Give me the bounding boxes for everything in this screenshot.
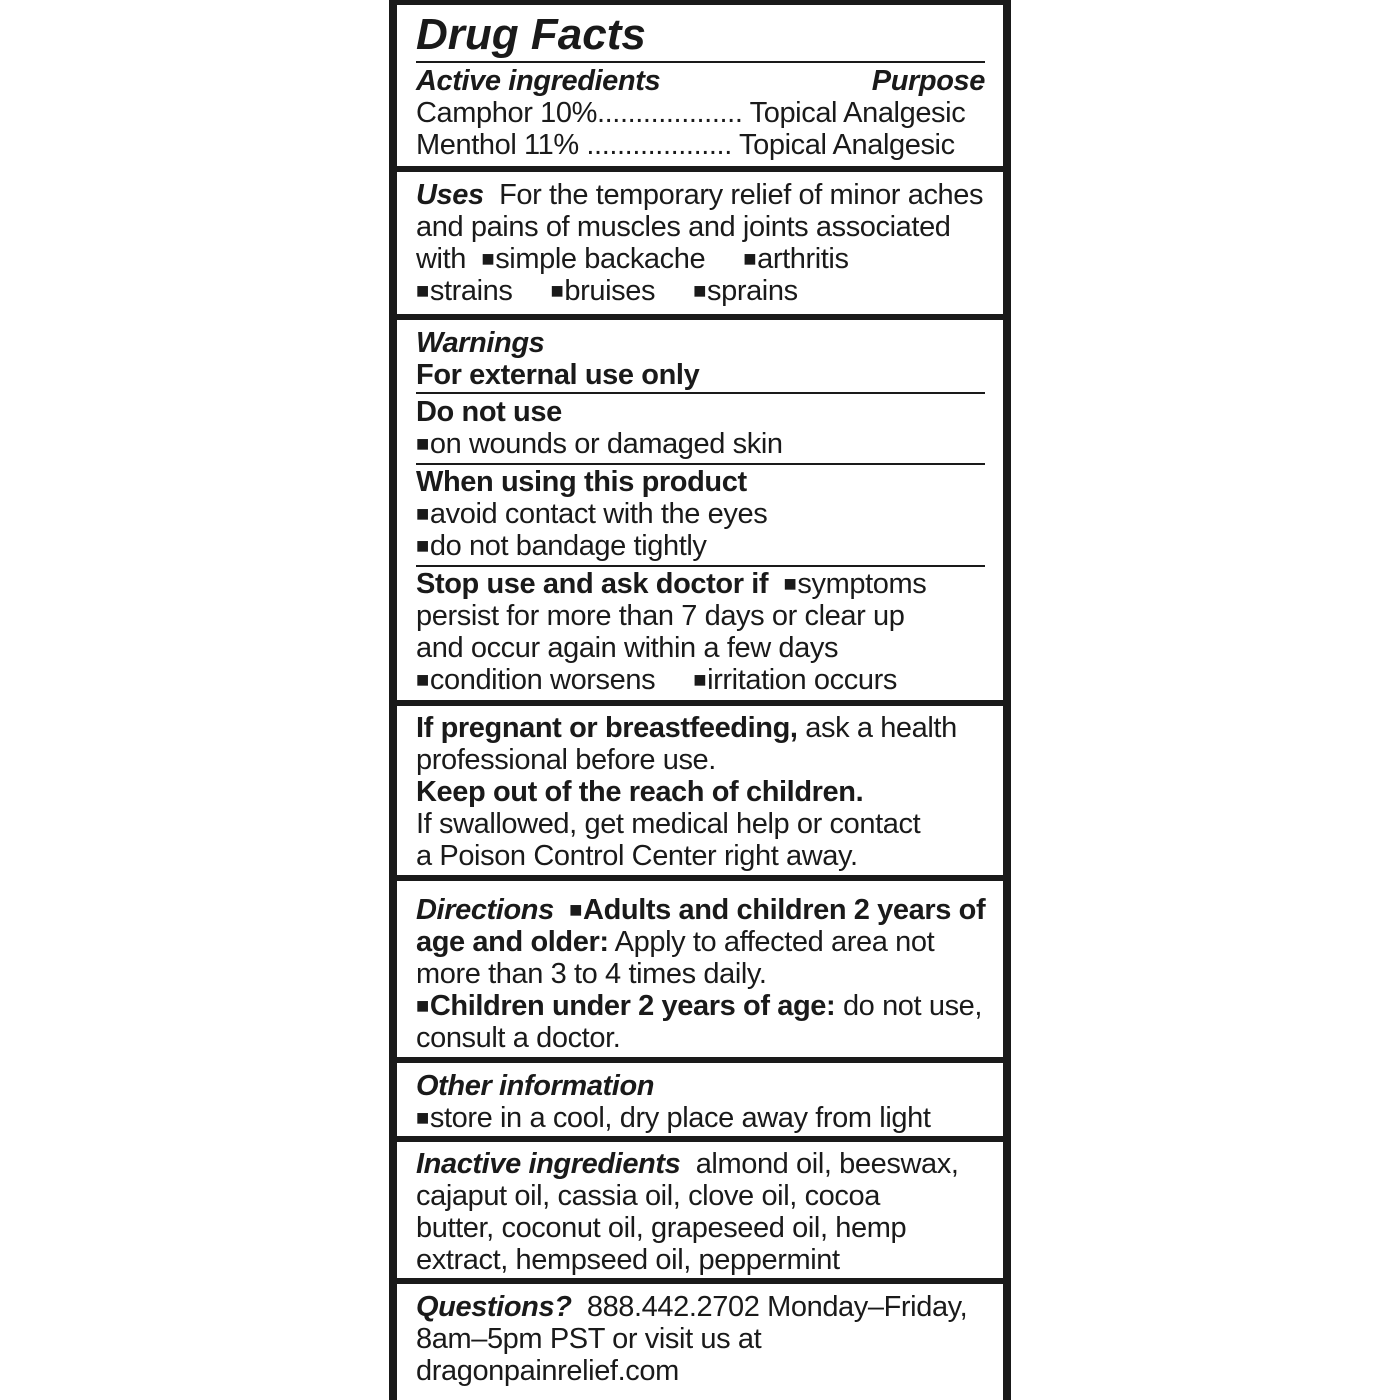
active-ingredients-section (397, 10, 1003, 161)
questions-section: Questions? 888.442.2702 Monday–Friday, 8am–5pm PST or visit us at dragonpainrelief.com (397, 1291, 1003, 1387)
external-use-text: For external use only (416, 359, 700, 391)
website-link: dragonpainrelief.com (416, 1355, 679, 1387)
bullet-icon: ■ (693, 667, 707, 692)
warnings-heading: Warnings (416, 327, 545, 359)
bullet-icon: ■ (416, 667, 429, 692)
bullet-icon: ■ (783, 571, 797, 596)
directions-section: Directions ■Adults and children 2 years of age and older: Apply to affected area not more than 3 to 4 times daily. ■Children under 2 years of age: do not use, consult a doctor. (416, 894, 986, 1054)
uses-heading: Uses (416, 179, 484, 211)
warnings-rule (416, 565, 985, 567)
section-divider (397, 1057, 1003, 1063)
bullet-icon: ■ (416, 1105, 429, 1130)
bullet-icon: ■ (416, 501, 429, 526)
questions-heading: Questions? (416, 1291, 572, 1323)
section-divider (397, 700, 1003, 706)
section-divider (397, 314, 1003, 320)
active-row: Camphor 10%................... Topical Analgesic (416, 97, 966, 129)
bullet-icon: ■ (416, 993, 429, 1018)
purpose-heading: Purpose (871, 65, 985, 97)
section-divider (397, 1136, 1003, 1142)
bullet-icon: ■ (481, 246, 495, 271)
title-rule (416, 61, 985, 63)
section-divider (397, 1278, 1003, 1284)
active-row: Menthol 11% ................... Topical Analgesic (416, 129, 955, 161)
active-heading: Active ingredients (416, 65, 661, 97)
inactive-ingredients-section: Inactive ingredients almond oil, beeswax, cajaput oil, cassia oil, clove oil, cocoa butter, coconut oil, grapeseed oil, hemp extract, hempseed oil, peppermint (416, 1148, 959, 1276)
do-not-use-heading: Do not use (416, 396, 562, 428)
active-header-row (416, 65, 985, 97)
bullet-icon: ■ (416, 431, 429, 456)
keep-out-text: Keep out of the reach of children. (416, 776, 864, 808)
bullet-icon: ■ (550, 278, 564, 303)
other-info-section: Other information ■store in a cool, dry place away from light (397, 1070, 1003, 1134)
warnings-rule (416, 392, 985, 394)
when-using-heading: When using this product (416, 466, 747, 498)
warnings-section: Warnings For external use only Do not use ■on wounds or damaged skin When using this product ■avoid contact with the eyes ■do not bandage tightly Stop use and ask doctor if ■symptoms persist for more than 7 days or clear up and occur again within a few days ■condition worsens ■irritation occurs (397, 327, 1003, 696)
bullet-icon: ■ (416, 278, 429, 303)
bullet-icon: ■ (743, 246, 757, 271)
stop-use-heading: Stop use and ask doctor if (416, 568, 769, 600)
bullet-icon: ■ (569, 897, 583, 922)
drug-facts-panel (389, 0, 1011, 1400)
section-divider (397, 166, 1003, 172)
uses-section: Uses For the temporary relief of minor aches and pains of muscles and joints associated with ■simple backache ■arthritis ■strains ■bruises ■sprains (416, 179, 984, 307)
section-divider (397, 875, 1003, 881)
bullet-icon: ■ (416, 533, 429, 558)
phone-number: 888.442.2702 Monday–Friday, (586, 1291, 968, 1323)
warnings-rule (416, 463, 985, 465)
bullet-icon: ■ (693, 278, 706, 303)
page-title: Drug Facts (416, 10, 646, 59)
other-info-heading: Other information (416, 1070, 655, 1102)
inactive-heading: Inactive ingredients (416, 1148, 681, 1180)
directions-heading: Directions (416, 894, 554, 926)
pregnancy-section: If pregnant or breastfeeding, ask a health professional before use. Keep out of the reach of children. If swallowed, get medical help or contact a Poison Control Center right away. (397, 712, 1003, 872)
